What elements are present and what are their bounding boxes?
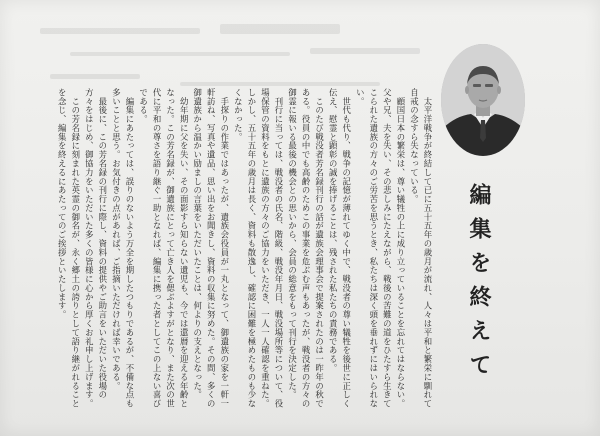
body-paragraph: このたび戦没者芳名録刊行の話が遺族会理事会で提案されたのは一昨年の秋である。役員の中でも高齢のためこの事業を危ぶむ声もあったが、戦没者の方々の御霊に報いる最後の機会との思いから、会員の総意をもって刊行を決定した。 (287, 88, 325, 409)
body-paragraph: 編集にあたっては、誤りのないよう万全を期したつもりであるが、不備な点も多いことと思う。お気付きの点があれば、ご指摘いただければ幸いである。 (111, 88, 135, 409)
body-paragraph: 最後に、この芳名録の刊行に際し、資料の提供やご助言をいただいた役場の方々をはじめ、御協力をいただいた多くの皆様に心から厚くお礼申し上げます。 (84, 88, 108, 409)
body-paragraph: 顧国日本の繁栄は、尊い犠牲の上に成り立っていることを忘れてはならない。父や兄、夫を失い、その悲しみにたえながら、戦後の苦難の道をひたすら生きてこられた遺族の方々のご労苦を思うとき、私たちは深く頭を垂れずにはいられない。 (355, 88, 406, 409)
body-paragraph: この芳名録に刻まれた英霊の御名が、永く郷土の誇りとして語り継がれることを念じ、編集を終えるにあたってのご挨拶といたします。 (57, 88, 81, 409)
body-paragraph: 世代も代り、戦争の記憶が薄れてゆく中で、戦没者の尊い犠牲を後世に正しく伝え、慰霊と顕彰の誠を捧げることは、残された私たちの責務である。 (328, 88, 352, 409)
body-paragraph: 刊行に当っては、戦没者の氏名、階級、戦没年月日、戦没場所等について、役場保管の資料をもとに遺族の方々のご協力をいただき、一人一人確認を重ねた。しかし、五十五年の歳月は長く、資料も散逸し、確認に困難を極めたものも少なくなかった。 (233, 88, 284, 409)
portrait-figure (441, 44, 525, 156)
body-paragraph: 幼年期に父を失い、その面影すら知らない遺児も、今では還暦を迎える年齢となった。この芳名録が、御遺族にとって亡き人を偲ぶよすがとなり、また次の世代に平和の尊さを語り継ぐ一助となれば、編集に携った者としてこの上ない喜びである。 (138, 88, 190, 409)
page-heading: 編集を終えて (466, 183, 492, 387)
portrait-photo (441, 44, 525, 156)
body-paragraph: 手探りの作業ではあったが、遺族会役員が一丸となって、御遺族の家を一軒一軒訪ね、写真や遺品、思い出をお聞きし、資料の収集に努めた。その間、多くの御遺族から温かい励ましの言葉をいただいたことは、何よりの支えとなった。 (192, 88, 230, 409)
body-text (55, 88, 434, 410)
body-paragraph: 太平洋戦争が終結して已に五十五年の歳月が流れ、人々は平和と繁栄に馴れて自戒の念すら失なっている。 (409, 88, 433, 409)
